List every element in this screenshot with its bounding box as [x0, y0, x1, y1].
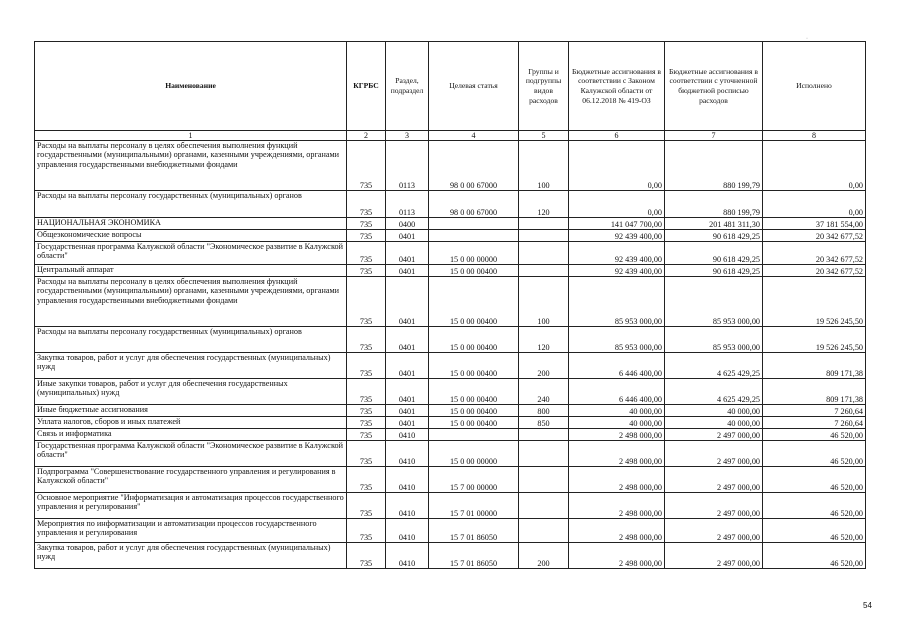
- budget-table: [34, 41, 866, 569]
- row-section: 0410: [386, 543, 429, 569]
- scan-mark: ·: [806, 36, 808, 42]
- row-target: 15 0 00 00400: [429, 327, 519, 353]
- row-law-allocation: 6 446 400,00: [569, 379, 665, 405]
- row-name: Расходы на выплаты персоналу государственных (муниципальных) органов: [35, 327, 347, 353]
- row-name: Подпрограмма "Совершенствование государственного управления и регулирования в Калужской области": [35, 467, 347, 493]
- row-law-allocation: 2 498 000,00: [569, 441, 665, 467]
- column-number: 6: [569, 131, 665, 141]
- row-refined-allocation: 90 618 429,25: [665, 265, 763, 277]
- row-kgrbs: 735: [347, 519, 386, 543]
- row-target: 15 0 00 00400: [429, 265, 519, 277]
- table-row: [35, 543, 866, 569]
- row-name: Иные бюджетные ассигнования: [35, 405, 347, 417]
- row-law-allocation: 2 498 000,00: [569, 519, 665, 543]
- row-refined-allocation: 90 618 429,25: [665, 230, 763, 242]
- row-name: Расходы на выплаты персоналу в целях обеспечения выполнения функций государственными (муниципальными) органами, казенными учреждениями, органами управления государственными внебюджетными фондами: [35, 141, 347, 191]
- header-group: Группы и подгруппы видов расходов: [519, 42, 569, 131]
- row-name: Уплата налогов, сборов и иных платежей: [35, 417, 347, 429]
- row-refined-allocation: 85 953 000,00: [665, 277, 763, 327]
- row-target: 15 7 00 00000: [429, 467, 519, 493]
- row-target: 15 0 00 00400: [429, 379, 519, 405]
- table-row: [35, 519, 866, 543]
- row-group: [519, 467, 569, 493]
- table-row: [35, 141, 866, 191]
- row-executed: 20 342 677,52: [763, 242, 866, 265]
- row-section: 0401: [386, 277, 429, 327]
- row-group: [519, 265, 569, 277]
- table-row: [35, 417, 866, 429]
- row-section: 0400: [386, 218, 429, 230]
- row-group: 200: [519, 543, 569, 569]
- row-executed: 46 520,00: [763, 467, 866, 493]
- row-group: 200: [519, 353, 569, 379]
- row-group: [519, 230, 569, 242]
- row-name: Закупка товаров, работ и услуг для обеспечения государственных (муниципальных) нужд: [35, 353, 347, 379]
- row-refined-allocation: 85 953 000,00: [665, 327, 763, 353]
- row-law-allocation: 2 498 000,00: [569, 467, 665, 493]
- column-number: 4: [429, 131, 519, 141]
- row-group: [519, 218, 569, 230]
- row-law-allocation: 0,00: [569, 141, 665, 191]
- row-kgrbs: 735: [347, 277, 386, 327]
- row-refined-allocation: 201 481 311,30: [665, 218, 763, 230]
- row-group: 120: [519, 191, 569, 218]
- row-refined-allocation: 4 625 429,25: [665, 379, 763, 405]
- row-executed: 46 520,00: [763, 429, 866, 441]
- row-name: Основное мероприятие "Информатизация и автоматизация процессов государственного управления и регулирования": [35, 493, 347, 519]
- row-section: 0401: [386, 417, 429, 429]
- row-law-allocation: 85 953 000,00: [569, 277, 665, 327]
- row-refined-allocation: 2 497 000,00: [665, 429, 763, 441]
- table-row: [35, 493, 866, 519]
- header-refined-allocation: Бюджетные ассигнования в соответствии с уточненной бюджетной росписью расходов: [665, 42, 763, 131]
- row-executed: 0,00: [763, 141, 866, 191]
- row-law-allocation: 40 000,00: [569, 405, 665, 417]
- row-group: [519, 441, 569, 467]
- row-kgrbs: 735: [347, 493, 386, 519]
- row-section: 0410: [386, 467, 429, 493]
- row-kgrbs: 735: [347, 441, 386, 467]
- row-name: Связь и информатика: [35, 429, 347, 441]
- table-header-row: [35, 42, 866, 131]
- row-target: 15 0 00 00400: [429, 353, 519, 379]
- row-target: 98 0 00 67000: [429, 141, 519, 191]
- row-law-allocation: 92 439 400,00: [569, 265, 665, 277]
- row-name: Мероприятия по информатизации и автоматизации процессов государственного управления и регулирования: [35, 519, 347, 543]
- table-body: [35, 141, 866, 569]
- row-section: 0401: [386, 230, 429, 242]
- row-group: 100: [519, 277, 569, 327]
- row-refined-allocation: 880 199,79: [665, 141, 763, 191]
- row-executed: 46 520,00: [763, 441, 866, 467]
- header-name: Наименование: [35, 42, 347, 131]
- table-row: [35, 218, 866, 230]
- header-section: Раздел, подраздел: [386, 42, 429, 131]
- row-law-allocation: 0,00: [569, 191, 665, 218]
- row-target: 15 0 00 00400: [429, 417, 519, 429]
- row-kgrbs: 735: [347, 265, 386, 277]
- row-refined-allocation: 2 497 000,00: [665, 467, 763, 493]
- row-name: НАЦИОНАЛЬНАЯ ЭКОНОМИКА: [35, 218, 347, 230]
- row-name: Закупка товаров, работ и услуг для обеспечения государственных (муниципальных) нужд: [35, 543, 347, 569]
- row-section: 0410: [386, 519, 429, 543]
- row-law-allocation: 85 953 000,00: [569, 327, 665, 353]
- row-target: 15 0 00 00400: [429, 405, 519, 417]
- row-target: 15 0 00 00000: [429, 441, 519, 467]
- row-executed: 37 181 554,00: [763, 218, 866, 230]
- row-name: Государственная программа Калужской области "Экономическое развитие в Калужской области": [35, 242, 347, 265]
- table-row: [35, 405, 866, 417]
- row-kgrbs: 735: [347, 379, 386, 405]
- row-section: 0113: [386, 141, 429, 191]
- row-law-allocation: 92 439 400,00: [569, 242, 665, 265]
- row-law-allocation: 92 439 400,00: [569, 230, 665, 242]
- row-law-allocation: 2 498 000,00: [569, 493, 665, 519]
- column-number: 7: [665, 131, 763, 141]
- column-number: 3: [386, 131, 429, 141]
- row-executed: 7 260,64: [763, 417, 866, 429]
- row-section: 0401: [386, 327, 429, 353]
- row-group: [519, 493, 569, 519]
- row-refined-allocation: 40 000,00: [665, 405, 763, 417]
- header-target: Целевая статья: [429, 42, 519, 131]
- table-row: [35, 429, 866, 441]
- row-law-allocation: 2 498 000,00: [569, 543, 665, 569]
- header-kgrbs: КГРБС: [347, 42, 386, 131]
- row-kgrbs: 735: [347, 230, 386, 242]
- table-row: [35, 379, 866, 405]
- table-row: [35, 467, 866, 493]
- row-kgrbs: 735: [347, 191, 386, 218]
- row-group: [519, 429, 569, 441]
- row-kgrbs: 735: [347, 353, 386, 379]
- row-law-allocation: 40 000,00: [569, 417, 665, 429]
- row-kgrbs: 735: [347, 543, 386, 569]
- column-number: 8: [763, 131, 866, 141]
- row-executed: 809 171,38: [763, 379, 866, 405]
- header-law-allocation: Бюджетные ассигнования в соответствии с Законом Калужской области от 06.12.2018 № 419-ОЗ: [569, 42, 665, 131]
- row-section: 0401: [386, 353, 429, 379]
- row-kgrbs: 735: [347, 429, 386, 441]
- row-name: Расходы на выплаты персоналу государственных (муниципальных) органов: [35, 191, 347, 218]
- table-row: [35, 242, 866, 265]
- row-executed: 46 520,00: [763, 543, 866, 569]
- row-executed: 20 342 677,52: [763, 265, 866, 277]
- row-kgrbs: 735: [347, 327, 386, 353]
- row-group: 120: [519, 327, 569, 353]
- row-kgrbs: 735: [347, 141, 386, 191]
- row-target: 15 7 01 86050: [429, 519, 519, 543]
- row-group: 850: [519, 417, 569, 429]
- row-executed: 46 520,00: [763, 519, 866, 543]
- table-row: [35, 277, 866, 327]
- row-executed: 0,00: [763, 191, 866, 218]
- row-group: [519, 519, 569, 543]
- row-kgrbs: 735: [347, 417, 386, 429]
- row-target: 15 7 01 86050: [429, 543, 519, 569]
- row-executed: 46 520,00: [763, 493, 866, 519]
- row-group: 240: [519, 379, 569, 405]
- table-row: [35, 265, 866, 277]
- column-number: 5: [519, 131, 569, 141]
- row-section: 0410: [386, 441, 429, 467]
- column-number: 2: [347, 131, 386, 141]
- row-law-allocation: 141 047 700,00: [569, 218, 665, 230]
- row-refined-allocation: 2 497 000,00: [665, 543, 763, 569]
- row-group: 100: [519, 141, 569, 191]
- row-refined-allocation: 90 618 429,25: [665, 242, 763, 265]
- row-section: 0410: [386, 429, 429, 441]
- row-target: [429, 230, 519, 242]
- row-executed: 7 260,64: [763, 405, 866, 417]
- row-executed: 19 526 245,50: [763, 277, 866, 327]
- row-name: Иные закупки товаров, работ и услуг для обеспечения государственных (муниципальных) нужд: [35, 379, 347, 405]
- row-executed: 20 342 677,52: [763, 230, 866, 242]
- row-section: 0401: [386, 265, 429, 277]
- row-target: 15 7 01 00000: [429, 493, 519, 519]
- row-refined-allocation: 2 497 000,00: [665, 441, 763, 467]
- table-row: [35, 353, 866, 379]
- row-kgrbs: 735: [347, 467, 386, 493]
- row-name: Расходы на выплаты персоналу в целях обеспечения выполнения функций государственными (муниципальными) органами, казенными учреждениями, органами управления государственными внебюджетными фондами: [35, 277, 347, 327]
- row-target: 15 0 00 00400: [429, 277, 519, 327]
- row-target: [429, 218, 519, 230]
- row-law-allocation: 2 498 000,00: [569, 429, 665, 441]
- row-group: [519, 242, 569, 265]
- row-kgrbs: 735: [347, 242, 386, 265]
- row-name: Общеэкономические вопросы: [35, 230, 347, 242]
- row-name: Государственная программа Калужской области "Экономическое развитие в Калужской области": [35, 441, 347, 467]
- row-kgrbs: 735: [347, 405, 386, 417]
- table-row: [35, 230, 866, 242]
- row-section: 0113: [386, 191, 429, 218]
- row-refined-allocation: 880 199,79: [665, 191, 763, 218]
- row-section: 0401: [386, 379, 429, 405]
- table-row: [35, 441, 866, 467]
- row-executed: 809 171,38: [763, 353, 866, 379]
- row-executed: 19 526 245,50: [763, 327, 866, 353]
- table-row: [35, 191, 866, 218]
- row-section: 0401: [386, 242, 429, 265]
- row-law-allocation: 6 446 400,00: [569, 353, 665, 379]
- table-row: [35, 327, 866, 353]
- page-number: 54: [863, 601, 872, 610]
- row-section: 0401: [386, 405, 429, 417]
- column-number: 1: [35, 131, 347, 141]
- row-name: Центральный аппарат: [35, 265, 347, 277]
- column-number-row: [35, 131, 866, 141]
- row-section: 0410: [386, 493, 429, 519]
- row-refined-allocation: 2 497 000,00: [665, 519, 763, 543]
- row-target: 98 0 00 67000: [429, 191, 519, 218]
- row-kgrbs: 735: [347, 218, 386, 230]
- row-refined-allocation: 2 497 000,00: [665, 493, 763, 519]
- header-executed: Исполнено: [763, 42, 866, 131]
- row-refined-allocation: 4 625 429,25: [665, 353, 763, 379]
- row-refined-allocation: 40 000,00: [665, 417, 763, 429]
- row-target: 15 0 00 00000: [429, 242, 519, 265]
- row-group: 800: [519, 405, 569, 417]
- row-target: [429, 429, 519, 441]
